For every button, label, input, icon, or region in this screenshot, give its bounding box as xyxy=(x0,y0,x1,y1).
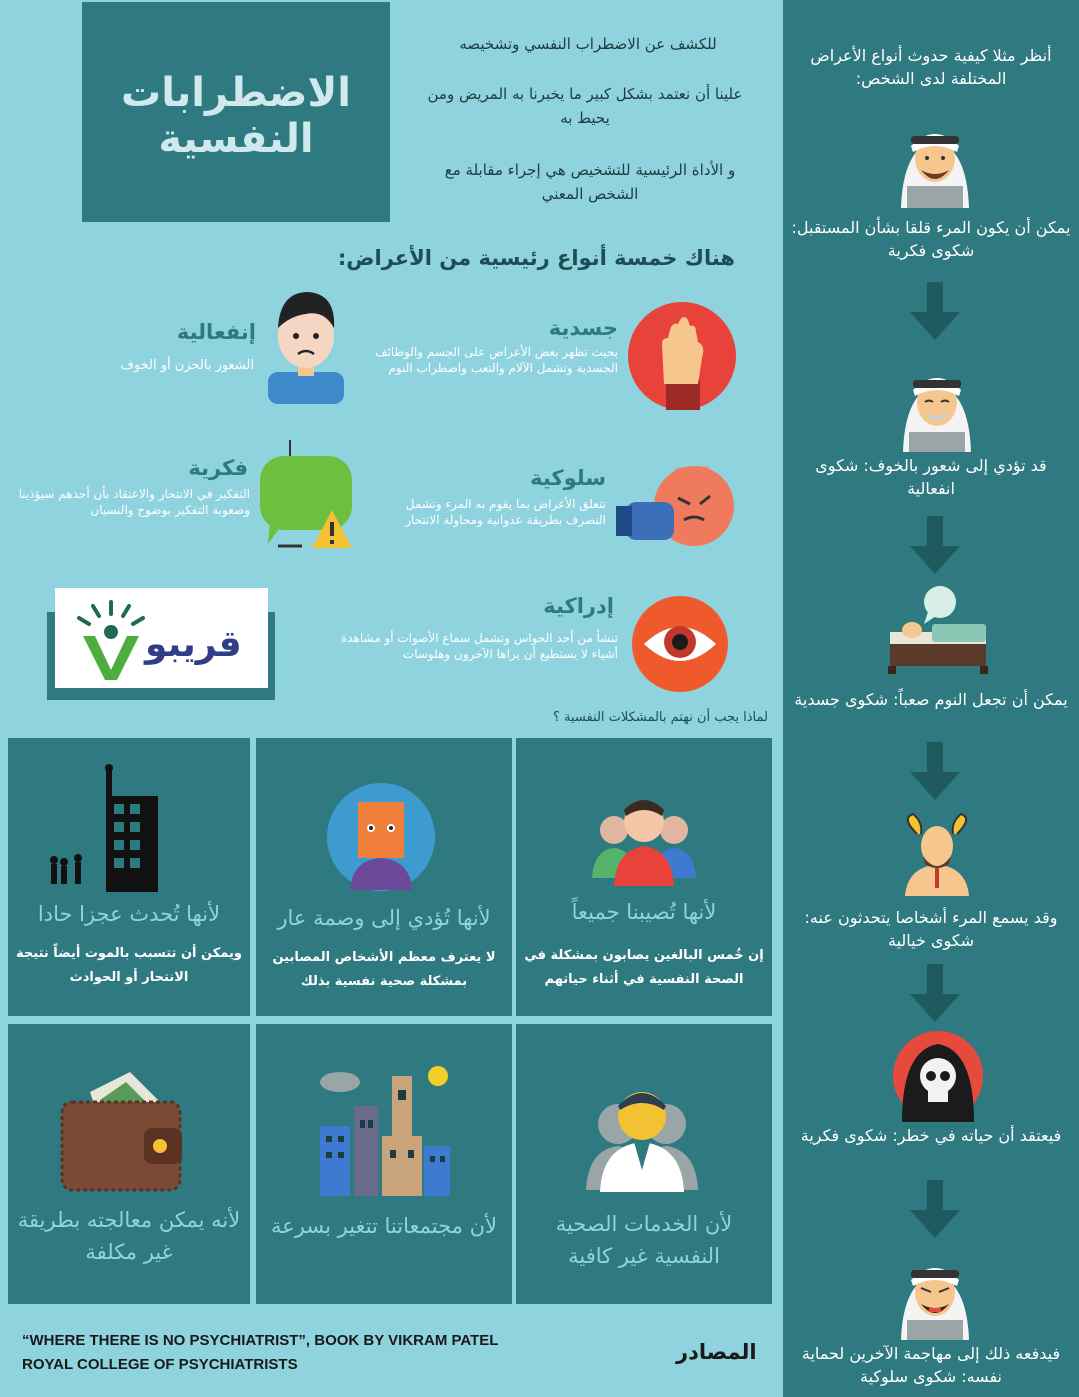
card-disability xyxy=(8,738,250,1016)
symptom-behavioral-desc: تتعلق الأعراض بما يقوم به المرء وتشمل التصرف بطريقة عدوانية ومحاولة الانتحار xyxy=(405,497,606,527)
doctor-silhouette-icon xyxy=(582,1080,702,1192)
arrow-down-icon xyxy=(910,964,960,1024)
speech-bubble-warning-icon xyxy=(258,440,356,550)
man-angry-icon xyxy=(895,1244,975,1340)
card-stigma xyxy=(256,738,512,1016)
intro-line-1: للكشف عن الاضطراب النفسي وتشخيصه xyxy=(459,35,717,53)
step-sleep: يمكن أن تجعل النوم صعباً: شكوى جسدية xyxy=(794,690,1068,709)
card-affects-all-title: لأنها تُصيبنا جميعاً xyxy=(571,900,717,924)
raised-hand-icon xyxy=(626,300,738,412)
horned-devil-icon xyxy=(895,812,979,896)
sad-boy-icon xyxy=(264,288,348,404)
symptom-physical-desc: بحيث تظهر بعض الأعراض على الجسم والوظائف الجسدية وتشمل الآلام والتعب واضطراب النوم xyxy=(375,345,618,375)
card-affects-all-desc: إن خُمس البالغين يصابون بمشكلة في الصحة النفسية في أثناء حياتهم xyxy=(524,948,764,987)
symptom-emotional-desc: الشعور بالحزن أو الخوف xyxy=(120,358,254,373)
intro-line-3: و الأداة الرئيسية للتشخيص هي إجراء مقابلة مع الشخص المعني xyxy=(444,161,736,203)
symptom-cognitive-title: فكرية xyxy=(188,456,248,480)
punch-fist-icon xyxy=(614,458,738,550)
card-society-title: لأن مجتمعاتنا تتغير بسرعة xyxy=(270,1214,497,1238)
man-worried-icon xyxy=(895,108,975,208)
title-box xyxy=(82,2,390,222)
arrow-down-icon xyxy=(910,516,960,576)
card-disability-desc: ويمكن أن تتسبب بالموت أيضاً نتيجة الانتحار أو الحوادث xyxy=(16,946,242,985)
group-people-icon xyxy=(588,790,700,886)
why-question: لماذا يجب أن نهتم بالمشكلات النفسية ؟ xyxy=(552,710,768,725)
card-services-title: لأن الخدمات الصحية النفسية غير كافية xyxy=(555,1212,733,1268)
card-disability-title: لأنها تُحدث عجزا حادا xyxy=(37,902,221,926)
card-affects-all xyxy=(516,738,772,1016)
symptoms-heading: هناك خمسة أنواع رئيسية من الأعراض: xyxy=(337,246,735,270)
intro-line-2: علينا أن نعتمد بشكل كبير ما يخبرنا به المريض ومن يحيط به xyxy=(427,85,743,127)
symptom-physical-title: جسدية xyxy=(548,316,618,340)
arrow-down-icon xyxy=(910,282,960,342)
paper-bag-head-icon xyxy=(326,782,436,892)
arrow-down-icon xyxy=(910,742,960,802)
symptom-perceptual-title: إدراكية xyxy=(543,594,614,618)
eye-icon xyxy=(630,594,730,694)
right-column-intro: أنظر مثلا كيفية حدوث أنواع الأعراض المختلفة لدى الشخص: xyxy=(810,46,1052,88)
source-2: ROYAL COLLEGE OF PSYCHIATRISTS xyxy=(22,1356,298,1373)
source-1: “WHERE THERE IS NO PSYCHIATRIST”, BOOK BY VIKRAM PATEL xyxy=(22,1332,499,1349)
step-attack: فيدفعه ذلك إلى مهاجمة الآخرين لحماية نفسه: شكوى سلوكية xyxy=(801,1344,1061,1386)
building-jump-icon xyxy=(44,764,174,892)
step-future-worry: يمكن أن يكون المرء قلقا بشأن المستقبل: شكوى فكرية xyxy=(791,218,1071,260)
step-fear: قد تؤدي إلى شعور بالخوف: شكوى انفعالية xyxy=(815,456,1047,498)
card-society xyxy=(256,1024,512,1304)
skull-danger-icon xyxy=(892,1030,984,1122)
symptom-cognitive-desc: التفكير في الانتحار والاعتقاد بأن أحدهم سيؤذينا وصعوبة التفكير بوضوح والنسيان xyxy=(18,487,250,517)
step-voices: وقد يسمع المرء أشخاصا يتحدثون عنه: شكوى خيالية xyxy=(804,908,1058,950)
card-cost xyxy=(8,1024,250,1304)
step-life-danger: فيعتقد أن حياته في خطر: شكوى فكرية xyxy=(800,1126,1062,1145)
logo xyxy=(55,588,268,688)
man-afraid-icon xyxy=(897,352,977,452)
card-stigma-desc: لا يعترف معظم الأشخاص المصابين بمشكلة صحية نفسية بذلك xyxy=(272,950,496,989)
symptom-perceptual-desc: تنشأ من أحد الحواس وتشمل سماع الأصوات أو مشاهدة أشياء لا يستطيع أن يراها الآخرون وهلوسات xyxy=(340,631,618,661)
sources-label: المصادر xyxy=(676,1340,757,1364)
city-buildings-icon xyxy=(318,1066,450,1198)
logo-text: قريبو xyxy=(145,624,242,665)
symptom-behavioral-title: سلوكية xyxy=(530,466,606,490)
card-cost-title: لأنه يمكن معالجته بطريقة غير مكلفة xyxy=(17,1208,241,1264)
card-stigma-title: لأنها تُؤدي إلى وصمة عار xyxy=(277,906,491,930)
bed-sleep-icon xyxy=(884,584,992,676)
symptom-emotional-title: إنفعالية xyxy=(176,320,256,344)
card-services xyxy=(516,1024,772,1304)
arrow-down-icon xyxy=(910,1180,960,1240)
logo-mark-icon xyxy=(69,596,147,682)
wallet-icon xyxy=(60,1072,184,1192)
page-title: الاضطرابات النفسية xyxy=(121,70,351,162)
